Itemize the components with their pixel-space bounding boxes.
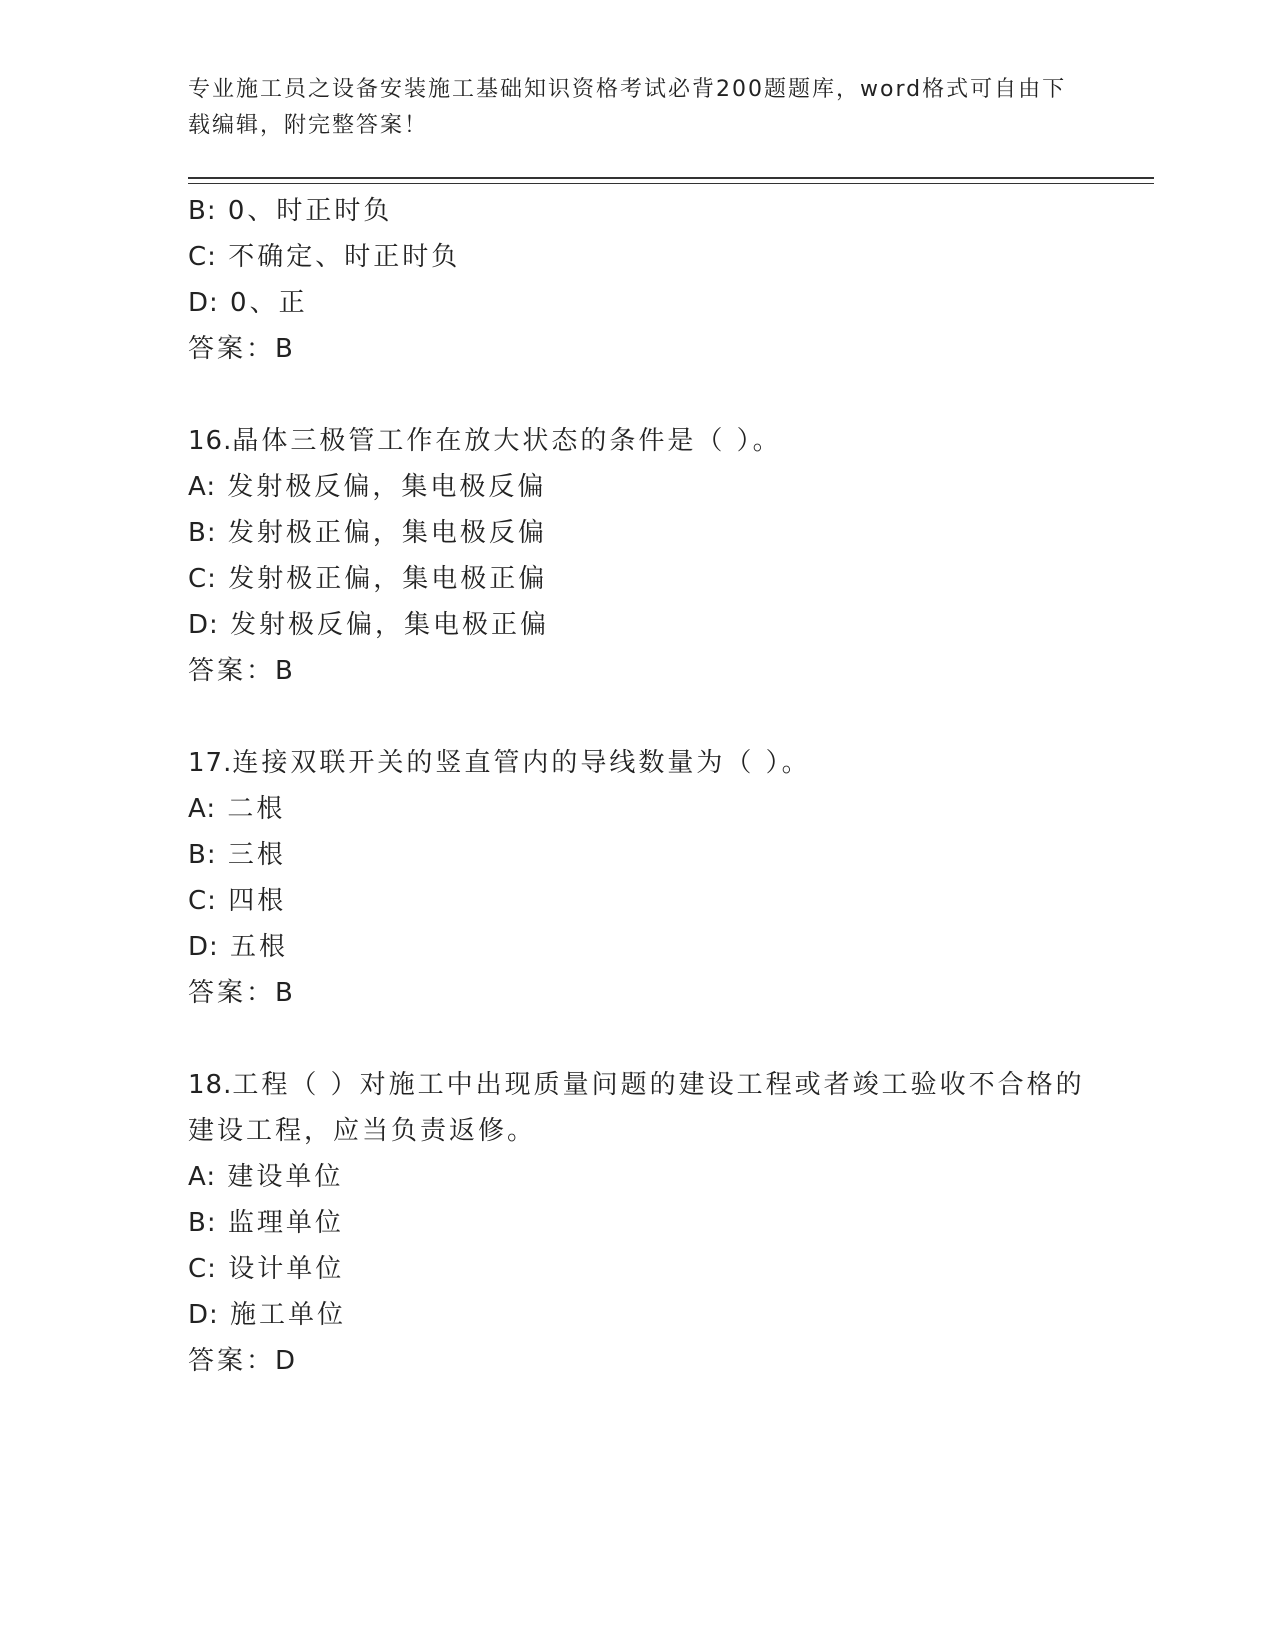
option-text: 建设单位: [227, 1162, 344, 1192]
option-item: [188, 280, 1088, 326]
option-letter: D:: [188, 288, 219, 318]
option-item: [188, 878, 1088, 924]
option-item: [188, 786, 1088, 832]
option-letter: D:: [188, 610, 219, 640]
option-letter: C:: [188, 1254, 217, 1284]
question-stem: 工程（ ）对施工中出现质量问题的建设工程或者竣工验收不合格的建设工程，应当负责返修。: [188, 1070, 1085, 1146]
document-header: 专业施工员之设备安装施工基础知识资格考试必背200题题库，word格式可自由下载编辑，附完整答案！: [188, 77, 1067, 138]
option-text: 二根: [227, 794, 286, 824]
question-text: [188, 740, 1088, 786]
option-letter: B:: [188, 840, 217, 870]
header-divider-thick: [188, 177, 1154, 179]
answer-line: 答案：D: [188, 1346, 299, 1376]
answer-line: 答案：B: [188, 656, 296, 686]
option-letter: C:: [188, 242, 217, 272]
option-letter: C:: [188, 564, 217, 594]
option-letter: B:: [188, 1208, 217, 1238]
question-number: 17.: [188, 748, 233, 778]
option-text: 施工单位: [230, 1300, 347, 1330]
option-text: 发射极正偏，集电极正偏: [228, 564, 548, 594]
option-text: 发射极反偏，集电极正偏: [230, 610, 550, 640]
option-item: [188, 832, 1088, 878]
question-stem: 连接双联开关的竖直管内的导线数量为（ ）。: [232, 748, 811, 778]
continuation-block: [188, 188, 1088, 372]
option-text: 0、时正时负: [227, 196, 393, 226]
question-block: [188, 418, 1088, 694]
option-item: [188, 1200, 1088, 1246]
option-letter: A:: [188, 1162, 217, 1192]
option-letter: C:: [188, 886, 217, 916]
option-text: 四根: [228, 886, 287, 916]
question-number: 18.: [188, 1070, 233, 1100]
option-text: 五根: [230, 932, 289, 962]
option-text: 设计单位: [228, 1254, 345, 1284]
question-number: 16.: [188, 426, 233, 456]
header-divider-thin: [188, 183, 1154, 184]
option-item: [188, 1154, 1088, 1200]
option-text: 不确定、时正时负: [228, 242, 461, 272]
answer-line: 答案：B: [188, 334, 296, 364]
option-item: [188, 464, 1088, 510]
document-body: [188, 188, 1088, 1384]
option-item: [188, 556, 1088, 602]
option-item: [188, 188, 1088, 234]
option-letter: B:: [188, 518, 217, 548]
spacer: [188, 694, 1088, 740]
option-letter: B:: [188, 196, 217, 226]
option-item: [188, 924, 1088, 970]
answer-line: 答案：B: [188, 978, 296, 1008]
option-item: [188, 602, 1088, 648]
option-letter: D:: [188, 1300, 219, 1330]
option-text: 三根: [227, 840, 286, 870]
option-letter: A:: [188, 472, 217, 502]
option-item: [188, 1292, 1088, 1338]
option-text: 发射极正偏，集电极反偏: [227, 518, 547, 548]
question-stem: 晶体三极管工作在放大状态的条件是（ ）。: [232, 426, 782, 456]
question-text: [188, 1062, 1088, 1154]
option-item: [188, 234, 1088, 280]
option-letter: D:: [188, 932, 219, 962]
question-text: [188, 418, 1088, 464]
question-block: [188, 740, 1088, 1016]
option-letter: A:: [188, 794, 217, 824]
option-text: 发射极反偏，集电极反偏: [227, 472, 547, 502]
option-item: [188, 1246, 1088, 1292]
spacer: [188, 1016, 1088, 1062]
question-block: [188, 1062, 1088, 1384]
option-item: [188, 510, 1088, 556]
option-text: 0、正: [230, 288, 308, 318]
spacer: [188, 372, 1088, 418]
option-text: 监理单位: [227, 1208, 344, 1238]
